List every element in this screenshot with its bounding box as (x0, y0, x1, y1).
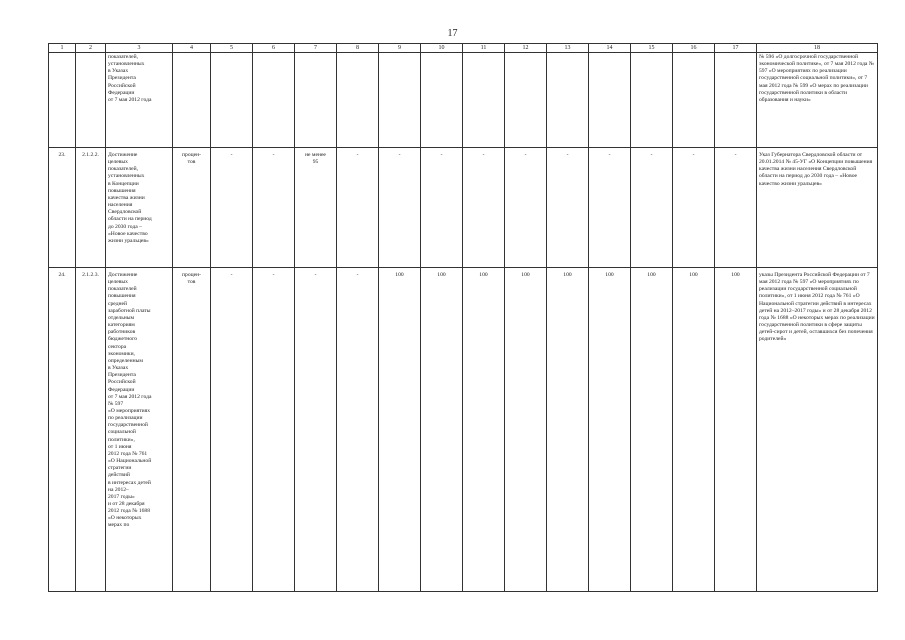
program-indicators-table (48, 43, 878, 592)
value-cell: - (295, 268, 337, 592)
column-number: 1 (49, 44, 76, 53)
source-cell: указы Президента Российской Федерации от 7 мая 2012 года № 597 «О мероприятиях по реализации государственной социальной политики», от 1 июня 2012 года № 761 «О Национальной стратегии действий в интересах детей на 2012–2017 годы» и от 28 декабря 2012 года № 1688 «О некоторых мерах по реализации государственной политики в сфере защиты детей-сирот и детей, оставшихся без попечения родителей» (757, 268, 878, 592)
value-cell: - (379, 148, 421, 268)
value-cell: - (253, 268, 295, 592)
value-cell: 100 (421, 268, 463, 592)
item-code-cell (76, 53, 106, 148)
column-number: 6 (253, 44, 295, 53)
value-cell: - (337, 148, 379, 268)
value-cell: 100 (631, 268, 673, 592)
value-cell: - (631, 148, 673, 268)
value-cell: 100 (589, 268, 631, 592)
unit-cell: процен- тов (173, 268, 211, 592)
column-number: 8 (337, 44, 379, 53)
row-number-cell (49, 53, 76, 148)
item-code-cell: 2.1.2.3. (76, 268, 106, 592)
value-cell: - (337, 268, 379, 592)
value-cell: 100 (673, 268, 715, 592)
column-number: 7 (295, 44, 337, 53)
table-row-continued (49, 53, 878, 148)
column-number: 17 (715, 44, 757, 53)
column-number: 18 (757, 44, 878, 53)
value-cell: - (589, 148, 631, 268)
column-number: 15 (631, 44, 673, 53)
value-cell: - (463, 148, 505, 268)
column-number: 2 (76, 44, 106, 53)
value-cell: - (421, 148, 463, 268)
value-cell: - (547, 148, 589, 268)
column-number: 16 (673, 44, 715, 53)
column-number-row (49, 44, 878, 53)
unit-cell: процен- тов (173, 148, 211, 268)
indicator-name-cell: Достижение целевых показателей повышения средней заработной платы отдельным категориям работников бюджетного сектора экономики, определенным в Указах Президента Российской Федерации от 7 мая 2012 года № 597 «О мероприятиях по реализации государственной социальной политики», от 1 июня 2012 года № 761 «О Национальной стратегии действий в интересах детей на 2012– 2017 годы» и от 28 декабря 2012 года № 1688 «О некоторых мерах по (106, 268, 173, 592)
value-cell: 100 (379, 268, 421, 592)
source-cell: Указ Губернатора Свердловской области от 20.01.2014 № 45-УГ «О Концепции повышения качества жизни населения Свердловской области на период до 2030 года – «Новое качество жизни уральцев» (757, 148, 878, 268)
column-number: 9 (379, 44, 421, 53)
indicator-name-cell: Достижение целевых показателей, установленных в Концепции повышения качества жизни населения Свердловской области на период до 2030 года – «Новое качество жизни уральцев» (106, 148, 173, 268)
indicator-name-cell: показателей, установленных в Указах Президента Российской Федерации от 7 мая 2012 года (106, 53, 173, 148)
value-cell: - (505, 148, 547, 268)
value-cell: - (253, 148, 295, 268)
value-cell: - (715, 148, 757, 268)
value-cell: 100 (547, 268, 589, 592)
row-number-cell: 23. (49, 148, 76, 268)
column-number: 13 (547, 44, 589, 53)
row-number-cell: 24. (49, 268, 76, 592)
value-cell: 100 (463, 268, 505, 592)
table-row (49, 148, 878, 268)
value-cell: - (211, 268, 253, 592)
unit-cell (173, 53, 211, 148)
page-number: 17 (447, 28, 458, 39)
value-cell: - (673, 148, 715, 268)
source-cell: № 596 «О долгосрочной государственной экономической политике», от 7 мая 2012 года № 597 «О мероприятиях по реализации государственной социальной политики», от 7 мая 2012 года № 599 «О мерах по реализации государственной политики в области образования и науки» (757, 53, 878, 148)
value-cell: 100 (715, 268, 757, 592)
column-number: 10 (421, 44, 463, 53)
item-code-cell: 2.1.2.2. (76, 148, 106, 268)
table-row (49, 268, 878, 592)
column-number: 12 (505, 44, 547, 53)
value-cell: не менее 95 (295, 148, 337, 268)
column-number: 14 (589, 44, 631, 53)
value-cell: - (211, 148, 253, 268)
value-cell: 100 (505, 268, 547, 592)
column-number: 4 (173, 44, 211, 53)
column-number: 11 (463, 44, 505, 53)
column-number: 5 (211, 44, 253, 53)
column-number: 3 (106, 44, 173, 53)
